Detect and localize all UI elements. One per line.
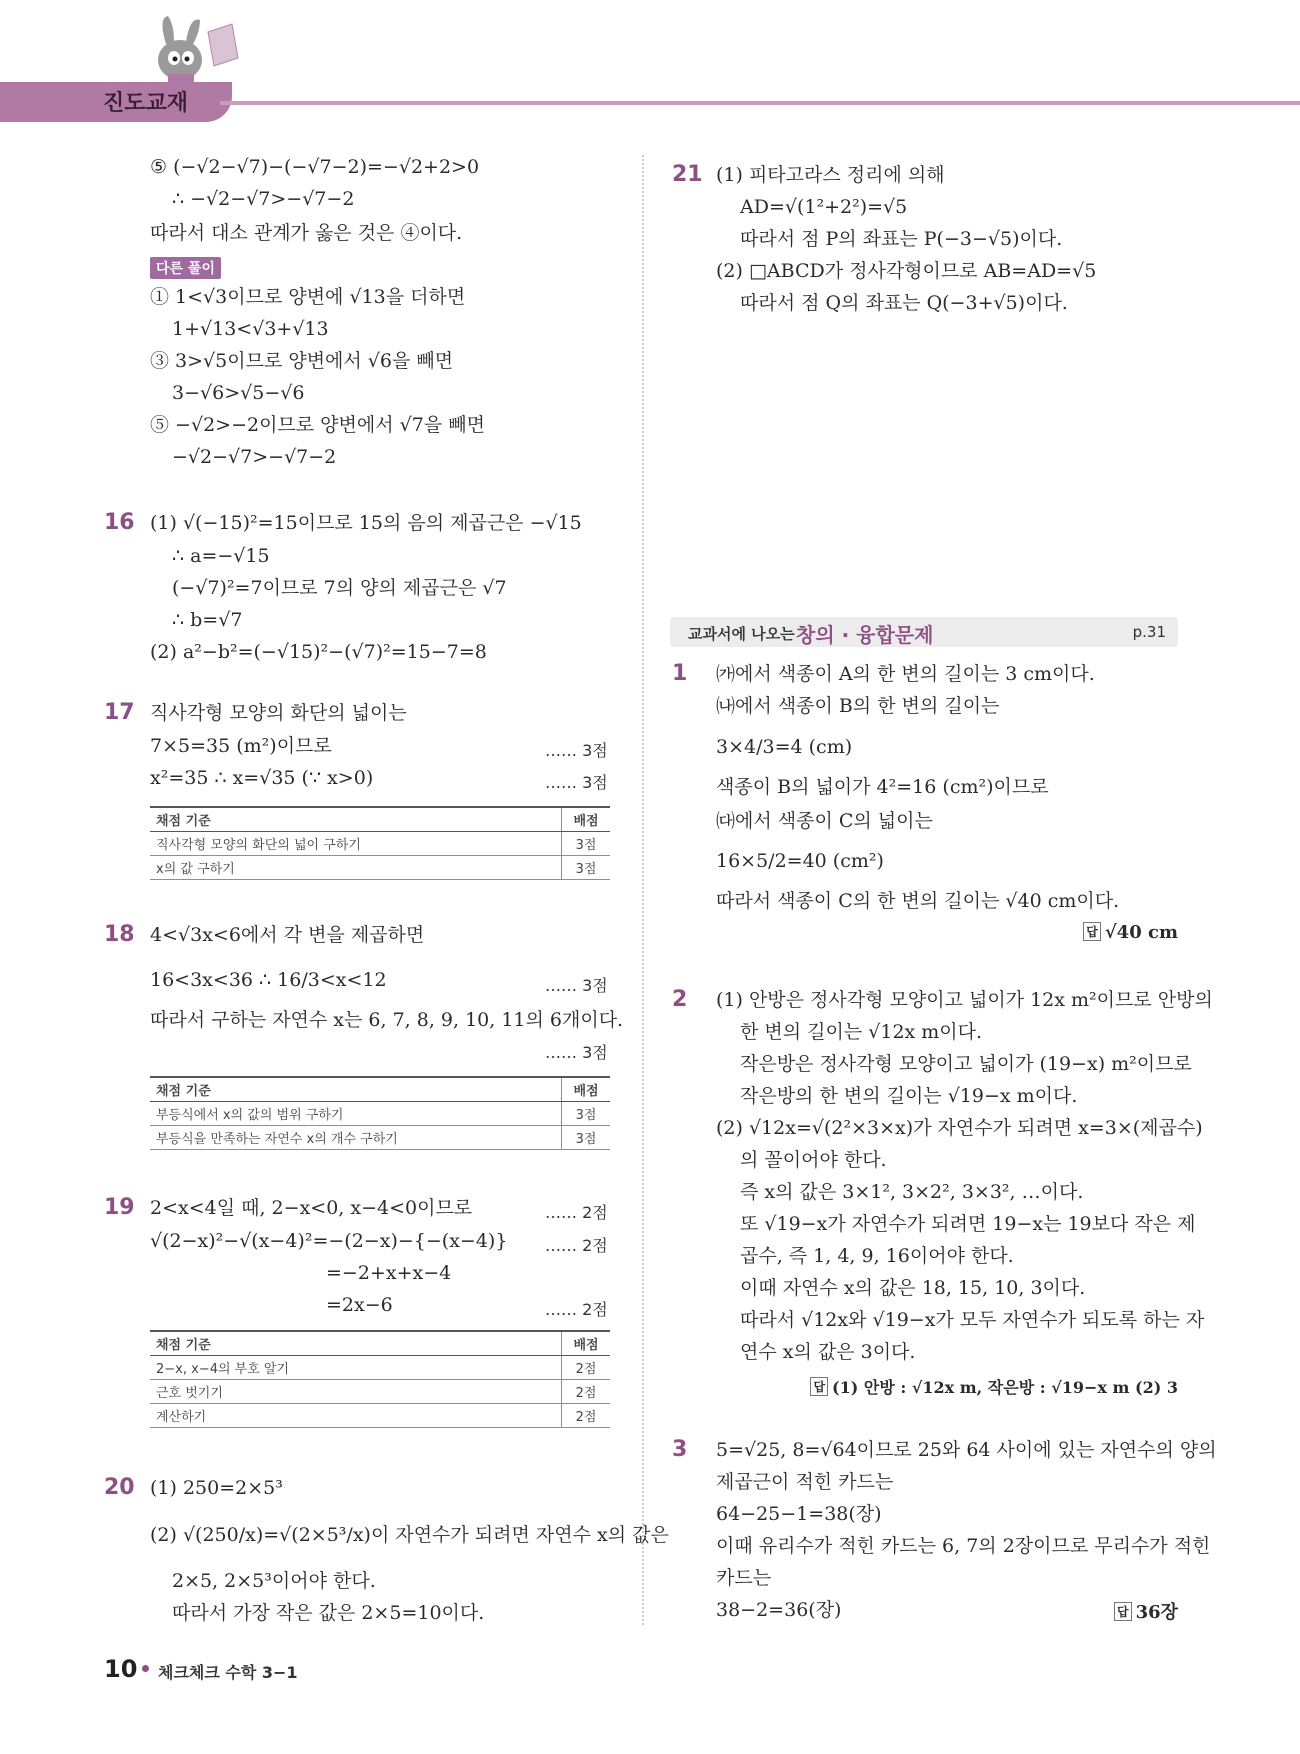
footer-bullet-icon (142, 1665, 149, 1672)
banner-title: 창의 · 융합문제 (796, 623, 934, 647)
alt-line-1: ① 1<√3이므로 양변에 √13을 더하면 (150, 286, 466, 308)
book-title: 체크체크 수학 3−1 (158, 1663, 298, 1682)
q19-line-1: 2<x<4일 때, 2−x<0, x−4<0이므로 (150, 1197, 473, 1219)
q20-line-3: 2×5, 2×5³이어야 한다. (172, 1570, 376, 1592)
p2-line-2: 한 변의 길이는 √12x m이다. (740, 1021, 983, 1043)
q17-score-2: …… 3점 (545, 773, 608, 792)
p1-line-5: ㈐에서 색종이 C의 넓이는 (716, 810, 933, 832)
question-number-16: 16 (104, 510, 135, 535)
p2-answer (810, 1375, 1178, 1398)
p3-line-5: 카드는 (716, 1567, 772, 1589)
p1-line-7: 따라서 색종이 C의 한 변의 길이는 √40 cm이다. (716, 890, 1120, 912)
q16-line-4: ∴ b=√7 (172, 609, 243, 631)
q16-line-2: ∴ a=−√15 (172, 545, 270, 567)
alt-line-4: 3−√6>√5−√6 (172, 382, 305, 404)
problem-number-1: 1 (672, 661, 688, 686)
p3-answer-value: 36장 (1135, 1602, 1178, 1623)
answer-mark: 답 (810, 1377, 828, 1396)
q21-line-2: AD=√(1²+2²)=√5 (740, 196, 908, 218)
q17-score-1: …… 3점 (545, 741, 608, 760)
q17-line-3: x²=35 ∴ x=√35 (∵ x>0) (150, 767, 374, 789)
table-cell: 2점 (562, 1404, 611, 1428)
q18-scoring-table (150, 1076, 610, 1150)
question-number-18: 18 (104, 922, 135, 947)
table-cell: 부등식에서 x의 값의 범위 구하기 (150, 1102, 562, 1126)
p2-line-1: (1) 안방은 정사각형 모양이고 넓이가 12x m²이므로 안방의 (716, 989, 1213, 1011)
table-cell: 3점 (562, 1102, 611, 1126)
table-cell: 3점 (562, 1126, 611, 1150)
q21-line-5: 따라서 점 Q의 좌표는 Q(−3+√5)이다. (740, 292, 1068, 314)
table-cell: 근호 벗기기 (150, 1380, 562, 1404)
p2-line-10: 이때 자연수 x의 값은 18, 15, 10, 3이다. (740, 1277, 1086, 1299)
p3-line-1: 5=√25, 8=√64이므로 25와 64 사이에 있는 자연수의 양의 (716, 1439, 1217, 1461)
problem-number-3: 3 (672, 1437, 688, 1462)
table-cell: 3점 (562, 856, 611, 880)
question-number-21: 21 (672, 162, 703, 187)
banner-page: p.31 (1132, 623, 1166, 641)
banner-prefix: 교과서에 나오는 (688, 625, 795, 643)
answer-mark: 답 (1083, 922, 1101, 941)
q21-line-3: 따라서 점 P의 좌표는 P(−3−√5)이다. (740, 228, 1063, 250)
p3-line-2: 제곱근이 적힌 카드는 (716, 1471, 894, 1493)
question-number-19: 19 (104, 1195, 135, 1220)
p1-line-2: ㈏에서 색종이 B의 한 변의 길이는 (716, 695, 1000, 717)
alt-line-6: −√2−√7>−√7−2 (172, 446, 337, 468)
p1-line-4: 색종이 B의 넓이가 4²=16 (cm²)이므로 (716, 776, 1049, 798)
q19-score-3: …… 2점 (545, 1300, 608, 1319)
p1-answer (1083, 922, 1178, 943)
table-cell: 부등식을 만족하는 자연수 x의 개수 구하기 (150, 1126, 562, 1150)
table-cell: 2−x, x−4의 부호 알기 (150, 1356, 562, 1380)
q19-line-3: =−2+x+x−4 (326, 1262, 452, 1284)
column-divider (642, 155, 644, 1625)
q17-line-2: 7×5=35 (m²)이므로 (150, 735, 332, 757)
q17-line-1: 직사각형 모양의 화단의 넓이는 (150, 702, 407, 724)
q16-line-3: (−√7)²=7이므로 7의 양의 제곱근은 √7 (172, 577, 507, 599)
p3-line-4: 이때 유리수가 적힌 카드는 6, 7의 2장이므로 무리수가 적힌 (716, 1535, 1211, 1557)
q16-line-5: (2) a²−b²=(−√15)²−(√7)²=15−7=8 (150, 641, 487, 663)
p1-line-3: 3×4/3=4 (cm) (716, 736, 853, 758)
p2-answer-value: (1) 안방 : √12x m, 작은방 : √19−x m (2) 3 (832, 1378, 1178, 1397)
table-header-points: 배점 (562, 807, 611, 832)
table-header-criteria: 채점 기준 (150, 1331, 562, 1356)
alt-solution-tag: 다른 풀이 (150, 257, 221, 279)
alt-line-5: ⑤ −√2>−2이므로 양변에서 √7을 빼면 (150, 414, 485, 436)
p3-answer (1114, 1598, 1178, 1624)
question-number-20: 20 (104, 1475, 135, 1500)
q15-line-2: ∴ −√2−√7>−√7−2 (172, 188, 355, 210)
q21-line-4: (2) □ABCD가 정사각형이므로 AB=AD=√5 (716, 260, 1097, 282)
p2-line-7: 즉 x의 값은 3×1², 3×2², 3×3², …이다. (740, 1181, 1084, 1203)
table-cell: 3점 (562, 832, 611, 856)
p1-line-6: 16×5/2=40 (cm²) (716, 850, 884, 872)
p2-line-3: 작은방은 정사각형 모양이고 넓이가 (19−x) m²이므로 (740, 1053, 1192, 1075)
q15-line-1: ⑤ (−√2−√7)−(−√7−2)=−√2+2>0 (150, 156, 480, 178)
table-header-criteria: 채점 기준 (150, 1077, 562, 1102)
q19-line-2: √(2−x)²−√(x−4)²=−(2−x)−{−(x−4)} (150, 1230, 508, 1252)
p1-answer-value: √40 cm (1104, 922, 1178, 943)
q18-score-1: …… 3점 (545, 976, 608, 995)
rabbit-mascot-icon (150, 14, 240, 94)
q18-line-1: 4<√3x<6에서 각 변을 제곱하면 (150, 924, 425, 946)
table-header-criteria: 채점 기준 (150, 807, 562, 832)
problem-number-2: 2 (672, 987, 688, 1012)
table-cell: 2점 (562, 1380, 611, 1404)
q20-line-4: 따라서 가장 작은 값은 2×5=10이다. (172, 1602, 485, 1624)
table-cell: 2점 (562, 1356, 611, 1380)
section-banner (670, 617, 1178, 647)
q19-score-1: …… 2점 (545, 1203, 608, 1222)
p3-line-3: 64−25−1=38(장) (716, 1503, 882, 1525)
table-header-points: 배점 (562, 1331, 611, 1356)
page-number: 10 (104, 1655, 138, 1683)
q18-line-2: 16<3x<36 ∴ 16/3<x<12 (150, 969, 387, 991)
p2-line-9: 곱수, 즉 1, 4, 9, 16이어야 한다. (740, 1245, 1014, 1267)
p2-line-8: 또 √19−x가 자연수가 되려면 19−x는 19보다 작은 제 (740, 1213, 1196, 1235)
q15-line-3: 따라서 대소 관계가 옳은 것은 ④이다. (150, 222, 463, 244)
q20-line-2: (2) √(250/x)=√(2×5³/x)이 자연수가 되려면 자연수 x의 값은 (150, 1524, 669, 1546)
p3-line-6: 38−2=36(장) (716, 1599, 842, 1621)
p2-line-4: 작은방의 한 변의 길이는 √19−x m이다. (740, 1085, 1078, 1107)
table-cell: 직사각형 모양의 화단의 넓이 구하기 (150, 832, 562, 856)
p1-line-1: ㈎에서 색종이 A의 한 변의 길이는 3 cm이다. (716, 663, 1095, 685)
p2-line-11: 따라서 √12x와 √19−x가 모두 자연수가 되도록 하는 자 (740, 1309, 1205, 1331)
q17-scoring-table (150, 806, 610, 880)
header-title: 진도교재 (103, 91, 189, 116)
q20-line-1: (1) 250=2×5³ (150, 1477, 283, 1499)
table-header-points: 배점 (562, 1077, 611, 1102)
alt-line-2: 1+√13<√3+√13 (172, 318, 329, 340)
q19-scoring-table (150, 1330, 610, 1428)
q19-line-4: =2x−6 (326, 1294, 393, 1316)
answer-mark: 답 (1114, 1602, 1132, 1621)
alt-line-3: ③ 3>√5이므로 양변에서 √6을 빼면 (150, 350, 454, 372)
q21-line-1: (1) 피타고라스 정리에 의해 (716, 164, 945, 186)
question-number-17: 17 (104, 700, 135, 725)
p2-line-5: (2) √12x=√(2²×3×x)가 자연수가 되려면 x=3×(제곱수) (716, 1117, 1203, 1139)
p2-line-12: 연수 x의 값은 3이다. (740, 1341, 916, 1363)
p2-line-6: 의 꼴이어야 한다. (740, 1149, 887, 1171)
q19-score-2: …… 2점 (545, 1236, 608, 1255)
q18-score-2: …… 3점 (545, 1043, 608, 1062)
table-cell: 계산하기 (150, 1404, 562, 1428)
q16-line-1: (1) √(−15)²=15이므로 15의 음의 제곱근은 −√15 (150, 512, 582, 534)
table-cell: x의 값 구하기 (150, 856, 562, 880)
header-rule (220, 101, 1300, 105)
q18-line-3: 따라서 구하는 자연수 x는 6, 7, 8, 9, 10, 11의 6개이다. (150, 1009, 624, 1031)
